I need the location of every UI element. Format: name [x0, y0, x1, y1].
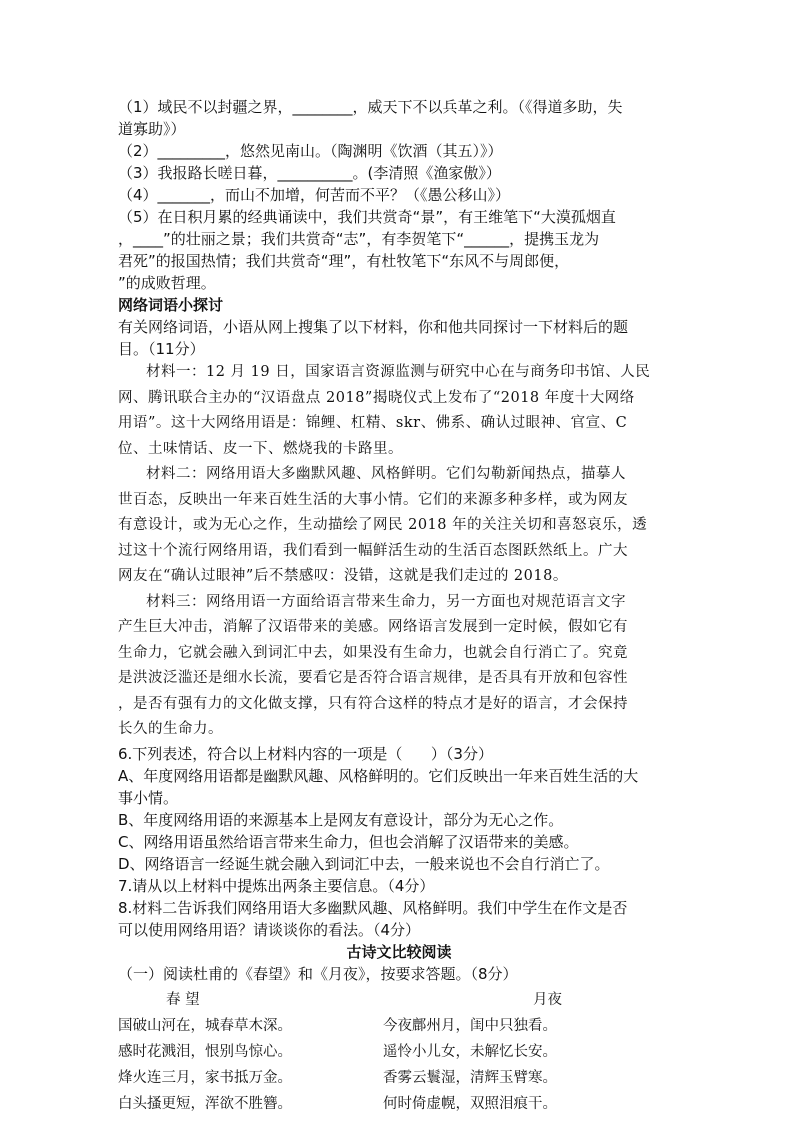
section-title-network-words: 网络词语小探讨 — [118, 296, 224, 314]
material-one — [118, 360, 680, 462]
poem-line: 白头搔更短，浑欲不胜簪。 — [118, 1095, 292, 1112]
material2-line: 材料二：网络用语大多幽默风趣、风格鲜明。它们勾勒新闻热点，描摹人 — [146, 466, 626, 482]
poem-line: 遥怜小儿女，未解忆长安。 — [383, 1043, 557, 1060]
questions-block — [118, 743, 680, 941]
poetry-instruction: （一）阅读杜甫的《春望》和《月夜》，按要求答题。（8分） — [118, 964, 518, 983]
material3-line: 是洪波泛滥还是细水长流，要看它是否符合语言规律，是否具有开放和包容性 — [118, 670, 628, 686]
option-d: D、网络语言一经诞生就会融入到词汇中去，一般来说也不会自行消亡了。 — [118, 854, 610, 873]
poem-line: 烽火连三月，家书抵万金。 — [118, 1069, 292, 1086]
material1-line: 网、腾讯联合主办的“汉语盘点 2018”揭晓仪式上发布了“2018 年度十大网络 — [118, 389, 635, 406]
material3-line: 材料三：网络用语一方面给语言带来生命力，另一方面也对规范语言文字 — [146, 593, 626, 610]
option-a-line2: 事小情。 — [118, 788, 179, 807]
intro-line1: 有关网络词语，小语从网上搜集了以下材料，你和他共同探讨一下材料后的题 — [118, 318, 629, 336]
section-title-poetry: 古诗文比较阅读 — [346, 942, 452, 961]
material2-line: 网友在“确认过眼神”后不禁感叹：没错，这就是我们走过的 2018。 — [118, 568, 568, 584]
material2-line: 世百态，反映出一年来百姓生活的大事小情。它们的来源多种多样，或为网友 — [118, 491, 628, 508]
question-8-line2: 可以使用网络用语？请谈谈你的看法。（4分） — [118, 920, 421, 939]
material-three — [118, 590, 680, 743]
material3-line: 长久的生命力。 — [118, 721, 223, 737]
blank-q5-line1: （5）在日积月累的经典诵读中，我们共赏奇“景”，有王维笔下“大漠孤烟直 — [118, 208, 616, 226]
material2-line: 有意设计，或为无心之作，生动描绘了网民 2018 年的关注关切和喜怒哀乐，透 — [118, 517, 648, 533]
material3-line: ，是否有强有力的文化做支撑，只有符合这样的特点才是好的语言，才会保持 — [118, 695, 628, 712]
question-8-line1: 8.材料二告诉我们网络用语大多幽默风趣、风格鲜明。我们中学生在作文是否 — [118, 898, 628, 917]
intro-line2: 目。（11分） — [118, 340, 205, 358]
exam-page — [118, 96, 680, 1117]
blank-q5-line4: ”的成败哲理。 — [118, 274, 216, 292]
material-two — [118, 462, 680, 590]
material1-line: 位、土味情话、皮一下、燃烧我的卡路里。 — [118, 440, 403, 457]
poem-line: 国破山河在，城春草木深。 — [118, 1017, 292, 1034]
material2-line: 过这十个流行网络用语，我们看到一幅鲜活生动的生活百态图跃然纸上。广大 — [118, 542, 628, 559]
poem-chunwang — [118, 987, 383, 1117]
material3-line: 生命力，它就会融入到词汇中去，如果没有生命力，也就会自行消亡了。究竟 — [118, 644, 628, 661]
poem-line: 今夜鄜州月，闺中只独看。 — [383, 1017, 557, 1034]
poem-yueye — [383, 987, 562, 1117]
poems-comparison — [118, 987, 680, 1117]
blank-q5-line2: ，____”的壮丽之景；我们共赏奇“志”，有李贺笔下“______，提携玉龙为 — [118, 230, 600, 248]
poem-title: 春 望 — [166, 991, 200, 1008]
poem-line: 何时倚虚幌，双照泪痕干。 — [383, 1095, 557, 1112]
blank-q1-line1: （1）域民不以封疆之界，________，威天下不以兵革之利。（《得道多助，失 — [118, 98, 623, 116]
fill-in-blank-section — [118, 96, 680, 294]
material3-line: 产生巨大冲击，消解了汉语带来的美感。网络语言发展到一定时候，假如它有 — [118, 619, 628, 635]
material1-line: 材料一：12 月 19 日，国家语言资源监测与研究中心在与商务印书馆、人民 — [146, 364, 651, 380]
poem-title: 月夜 — [533, 991, 562, 1008]
question-6: 6.下列表述，符合以上材料内容的一项是（ ）（3分） — [118, 744, 493, 763]
question-7: 7.请从以上材料中提炼出两条主要信息。（4分） — [118, 876, 435, 895]
material1-line: 用语”。这十大网络用语是：锦鲤、杠精、skr、佛系、确认过眼神、官宣、C — [118, 415, 628, 431]
option-a-line1: A、年度网络用语都是幽默风趣、风格鲜明的。它们反映出一年来百姓生活的大 — [118, 766, 639, 785]
option-b: B、年度网络用语的来源基本上是网友有意设计，部分为无心之作。 — [118, 810, 564, 829]
blank-q1-line2: 道寡助》） — [118, 120, 186, 138]
blank-q4: （4）_______，而山不加增，何苦而不平？（《愚公移山》） — [118, 186, 511, 204]
poem-line: 香雾云鬟湿，清辉玉臂寒。 — [383, 1069, 557, 1086]
blank-q3: （3）我报路长嗟日暮，__________。(李清照《渔家傲》） — [118, 164, 501, 182]
blank-q5-line3: 君死”的报国热情；我们共赏奇“理”，有杜牧笔下“东风不与周郎便， — [118, 252, 570, 270]
poem-line: 感时花溅泪，恨别鸟惊心。 — [118, 1043, 292, 1060]
option-c: C、网络用语虽然给语言带来生命力，但也会消解了汉语带来的美感。 — [118, 832, 579, 851]
blank-q2: （2）_________，悠然见南山。（陶渊明《饮酒（其五）》） — [118, 142, 503, 160]
